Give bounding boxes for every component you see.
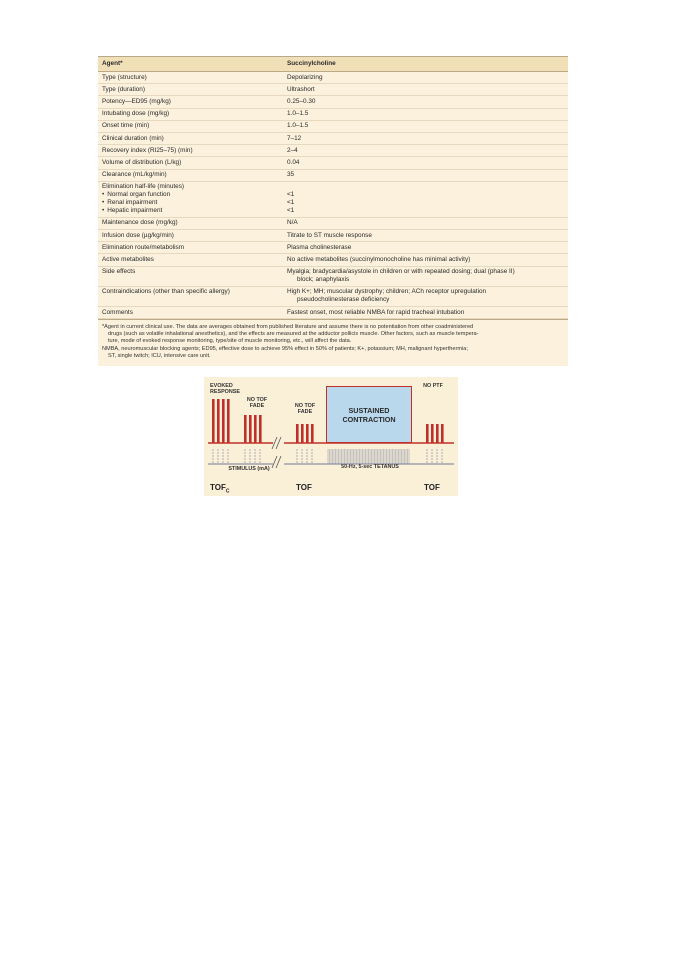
- row-value: 0.25–0.30: [283, 96, 568, 108]
- no-tof-fade-label-2: NO TOF FADE: [294, 403, 316, 415]
- tof-label-right: TOF: [424, 483, 440, 492]
- tof-response-bar: [306, 424, 309, 443]
- row-value: 1.0–1.5: [283, 108, 568, 120]
- tof-response-bar: [249, 415, 252, 443]
- row-value: Depolarizing: [283, 72, 568, 84]
- tof-response-diagram: [204, 377, 458, 496]
- no-tof-fade-label-1: NO TOF FADE: [246, 397, 268, 409]
- tof-response-bar: [244, 415, 247, 443]
- footnote-line: ture, mode of evoked response monitoring, type/site of muscle monitoring, etc., will affect the data.: [108, 338, 352, 345]
- table-row-contraindications: [98, 286, 568, 306]
- row-label: Onset time (min): [98, 120, 283, 132]
- header-drug: Succinylcholine: [283, 57, 568, 72]
- list-item: • Normal organ function: [102, 191, 280, 199]
- footnote-line: *Agent in current clinical use. The data are averages obtained from published literature and assume there is no potentiation from other coadministered: [102, 324, 474, 331]
- list-item: • Hepatic impairment: [102, 207, 280, 215]
- row-value: 1.0–1.5: [283, 120, 568, 132]
- row-value: <1: [287, 207, 295, 215]
- table-row: [98, 72, 568, 84]
- row-value: <1: [287, 191, 295, 199]
- table-row: [98, 84, 568, 96]
- table-row-elimination: [98, 181, 568, 217]
- row-value: 7–12: [283, 132, 568, 144]
- succinylcholine-table: [98, 57, 568, 319]
- row-value: No active metabolites (succinylmonocholine has minimal activity): [283, 254, 568, 266]
- table-row: [98, 307, 568, 319]
- tof-response-bar: [301, 424, 304, 443]
- row-label: Potency—ED95 (mg/kg): [98, 96, 283, 108]
- row-label: Maintenance dose (mg/kg): [98, 217, 283, 229]
- drug-table-block: [98, 56, 568, 366]
- table-footnotes: [98, 319, 568, 366]
- row-label: Contraindications (other than specific allergy): [98, 286, 283, 306]
- row-value: Titrate to ST muscle response: [283, 230, 568, 242]
- table-row: [98, 230, 568, 242]
- sustained-contraction-box: SUSTAINED CONTRACTION: [326, 386, 412, 443]
- row-value-cont: pseudocholinesterase deficiency: [297, 296, 390, 304]
- table-row-side-effects: [98, 266, 568, 286]
- stimulus-label: STIMULUS (mA): [228, 466, 270, 472]
- table-row: [98, 132, 568, 144]
- row-value: <1: [287, 199, 295, 207]
- row-value: High K+; MH; muscular dystrophy; children; ACh receptor upregulation: [287, 288, 487, 296]
- tof-label-middle: TOF: [296, 483, 312, 492]
- table-row: [98, 217, 568, 229]
- row-value: Myalgia; bradycardia/asystole in children or with repeated dosing; dual (phase II): [287, 268, 515, 276]
- row-label: Intubating dose (mg/kg): [98, 108, 283, 120]
- tof-response-bar: [426, 424, 429, 443]
- table-row: [98, 157, 568, 169]
- row-label: Active metabolites: [98, 254, 283, 266]
- row-value: Ultrashort: [283, 84, 568, 96]
- table-row: [98, 96, 568, 108]
- tof-response-bar: [296, 424, 299, 443]
- table-row: [98, 120, 568, 132]
- tof-response-bar: [259, 415, 262, 443]
- row-value: 2–4: [283, 145, 568, 157]
- row-value: Plasma cholinesterase: [283, 242, 568, 254]
- evoked-response-bar: [217, 399, 220, 443]
- row-value: 0.04: [283, 157, 568, 169]
- tof-response-bar: [441, 424, 444, 443]
- tof-response-bar: [254, 415, 257, 443]
- tetanus-label: 50-Hz, 5-sec TETANUS: [341, 464, 399, 470]
- header-agent: Agent*: [98, 57, 283, 72]
- row-label: Elimination route/metabolism: [98, 242, 283, 254]
- row-label: Elimination half-life (minutes): [102, 183, 185, 191]
- row-value: N/A: [283, 217, 568, 229]
- table-row: [98, 169, 568, 181]
- footnote-line: drugs (such as volatile inhalational anesthetics), and the effects are measured at the adductor pollicis muscle. Other factors, such as muscle tempera-: [108, 331, 479, 338]
- evoked-response-bar: [222, 399, 225, 443]
- table-row: [98, 242, 568, 254]
- tof-response-bar: [311, 424, 314, 443]
- row-label: Side effects: [98, 266, 283, 286]
- row-label: Type (duration): [98, 84, 283, 96]
- row-value: Fastest onset, most reliable NMBA for rapid tracheal intubation: [283, 307, 568, 319]
- axis-break-mark: [276, 437, 281, 449]
- evoked-response-label: EVOKED RESPONSE: [210, 383, 240, 395]
- list-item: • Renal impairment: [102, 199, 280, 207]
- row-value-cont: block; anaphylaxis: [297, 276, 350, 284]
- no-ptf-label: NO PTF: [423, 383, 443, 389]
- row-label: Volume of distribution (L/kg): [98, 157, 283, 169]
- evoked-response-bar: [212, 399, 215, 443]
- tof-response-bar: [436, 424, 439, 443]
- footnote-line: NMBA, neuromuscular blocking agents; ED95, effective dose to achieve 95% effect in 50% of patients; K+, potassium; MH, malignant hyperthermia;: [102, 346, 468, 353]
- evoked-response-bar: [227, 399, 230, 443]
- table-row: [98, 145, 568, 157]
- row-label: Type (structure): [98, 72, 283, 84]
- footnote-line: ST, single twitch; ICU, intensive care unit.: [108, 353, 211, 360]
- row-label: Infusion dose (µg/kg/min): [98, 230, 283, 242]
- table-row: [98, 254, 568, 266]
- row-label: Clearance (mL/kg/min): [98, 169, 283, 181]
- row-label: Recovery index (RI25–75) (min): [98, 145, 283, 157]
- row-label: Clinical duration (min): [98, 132, 283, 144]
- table-row: [98, 108, 568, 120]
- row-value: 35: [283, 169, 568, 181]
- tof-response-bar: [431, 424, 434, 443]
- tofc-label: $TOF_C$: [210, 483, 230, 495]
- row-label: Comments: [98, 307, 283, 319]
